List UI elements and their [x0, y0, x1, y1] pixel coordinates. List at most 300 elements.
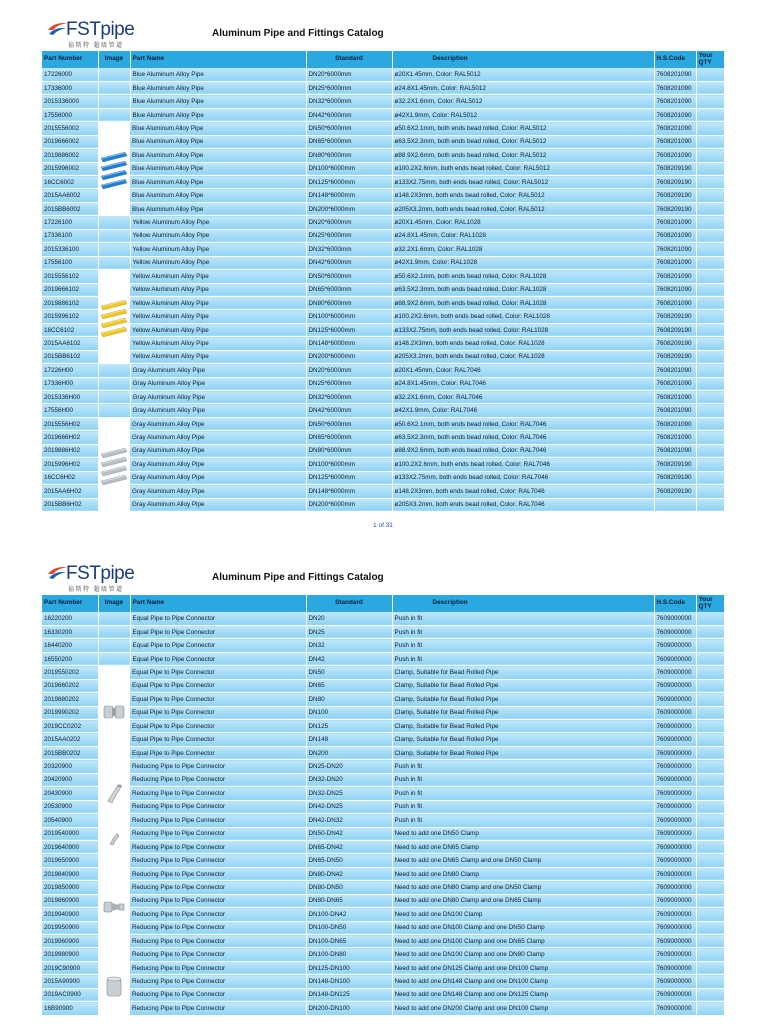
part-number-cell: 2015996002: [42, 162, 98, 175]
description-cell: Need to add one DN100 Clamp and one DN65 Clamp: [392, 935, 654, 948]
table-row: [42, 773, 724, 786]
hs-code-cell: 7609000000: [654, 773, 696, 786]
your-qty-cell[interactable]: [696, 679, 724, 692]
description-cell: ø24.8X1.45mm, Color: RAL1028: [392, 229, 654, 242]
your-qty-cell[interactable]: [696, 296, 724, 309]
hs-code-cell: 7609000000: [654, 961, 696, 974]
description-cell: ø133X2.75mm, both ends bead rolled, Color: RAL1028: [392, 323, 654, 336]
part-number-cell: 2019650900: [42, 854, 98, 867]
your-qty-cell[interactable]: [696, 431, 724, 444]
your-qty-cell[interactable]: [696, 975, 724, 988]
hs-code-cell: 7608201090: [654, 122, 696, 135]
document-title: Aluminum Pipe and Fittings Catalog: [212, 572, 384, 583]
part-number-cell: 2015BB0202: [42, 746, 98, 759]
image-cell: [98, 229, 130, 242]
your-qty-cell[interactable]: [696, 854, 724, 867]
your-qty-cell[interactable]: [696, 720, 724, 733]
brand-subtitle: 福斯特 超级管道: [68, 587, 124, 593]
standard-cell: DN148-DN125: [306, 988, 392, 1001]
hs-code-cell: 7608201090: [654, 391, 696, 404]
your-qty-cell[interactable]: [696, 391, 724, 404]
hs-code-cell: 7608201090: [654, 81, 696, 94]
your-qty-cell[interactable]: [696, 485, 724, 498]
hs-code-cell: 7608201090: [654, 256, 696, 269]
your-qty-cell[interactable]: [696, 364, 724, 377]
hs-code-cell: 7609000000: [654, 693, 696, 706]
hs-code-cell: 7608201090: [654, 149, 696, 162]
table-row: [42, 827, 724, 840]
brand-name-right: pipe: [100, 19, 135, 40]
standard-cell: DN42-DN32: [306, 814, 392, 827]
standard-cell: DN32*6000mm: [306, 95, 392, 108]
your-qty-cell[interactable]: [696, 68, 724, 81]
hs-code-cell: 7608209190: [654, 323, 696, 336]
table-row: [42, 652, 724, 665]
your-qty-cell[interactable]: [696, 935, 724, 948]
part-number-cell: 17226H00: [42, 364, 98, 377]
part-name-cell: Gray Aluminum Alloy Pipe: [130, 458, 306, 471]
part-number-cell: 16CC6002: [42, 176, 98, 189]
your-qty-cell[interactable]: [696, 921, 724, 934]
part-name-cell: Blue Aluminum Alloy Pipe: [130, 108, 306, 121]
table-row: [42, 961, 724, 974]
your-qty-cell[interactable]: [696, 639, 724, 652]
part-number-cell: 2019CC0202: [42, 720, 98, 733]
standard-cell: DN50: [306, 666, 392, 679]
brand-name-left: FST: [66, 563, 101, 584]
col-header-your-qty: Your QTY: [696, 595, 724, 612]
your-qty-cell[interactable]: [696, 162, 724, 175]
standard-cell: DN100*6000mm: [306, 458, 392, 471]
product-image-cell: [98, 961, 130, 1015]
table-row: [42, 81, 724, 94]
hs-code-cell: 7609000000: [654, 800, 696, 813]
your-qty-cell[interactable]: [696, 81, 724, 94]
hs-code-cell: 7608201090: [654, 270, 696, 283]
col-header-hs-code: H.S.Code: [654, 595, 696, 612]
hs-code-cell: 7609000000: [654, 639, 696, 652]
description-cell: Need to add one DN80 Clamp and one DN65 Clamp: [392, 894, 654, 907]
your-qty-cell[interactable]: [696, 827, 724, 840]
part-number-cell: 16220200: [42, 612, 98, 625]
your-qty-cell[interactable]: [696, 404, 724, 417]
your-qty-cell[interactable]: [696, 693, 724, 706]
part-number-cell: 2019990202: [42, 706, 98, 719]
product-image-cell: [98, 827, 130, 854]
standard-cell: DN80-DN42: [306, 867, 392, 880]
part-name-cell: Blue Aluminum Alloy Pipe: [130, 176, 306, 189]
your-qty-cell[interactable]: [696, 948, 724, 961]
part-name-cell: Equal Pipe to Pipe Connector: [130, 625, 306, 638]
description-cell: ø63.5X2.3mm, both ends bead rolled, Color: RAL1028: [392, 283, 654, 296]
part-name-cell: Blue Aluminum Alloy Pipe: [130, 135, 306, 148]
table-row: [42, 364, 724, 377]
description-cell: ø148.2X3mm, both ends bead rolled, Color: RAL7046: [392, 485, 654, 498]
hs-code-cell: 7609000000: [654, 827, 696, 840]
table-row: [42, 679, 724, 692]
table-row: [42, 666, 724, 679]
page-number: 1 of 31: [373, 522, 393, 529]
description-cell: Clamp, Suitable for Bead Rolled Pipe: [392, 746, 654, 759]
table-row: [42, 135, 724, 148]
part-number-cell: 2019940900: [42, 908, 98, 921]
part-number-cell: 16330200: [42, 625, 98, 638]
part-name-cell: Equal Pipe to Pipe Connector: [130, 746, 306, 759]
hs-code-cell: 7609000000: [654, 787, 696, 800]
standard-cell: DN100: [306, 706, 392, 719]
standard-cell: DN80-DN50: [306, 881, 392, 894]
part-number-cell: 2019886H02: [42, 444, 98, 457]
part-name-cell: Yellow Aluminum Alloy Pipe: [130, 323, 306, 336]
standard-cell: DN200*6000mm: [306, 498, 392, 511]
your-qty-cell[interactable]: [696, 733, 724, 746]
hs-code-cell: 7609000000: [654, 706, 696, 719]
your-qty-cell[interactable]: [696, 256, 724, 269]
part-name-cell: Equal Pipe to Pipe Connector: [130, 639, 306, 652]
col-header-image: Image: [98, 595, 130, 612]
part-number-cell: 2019540900: [42, 827, 98, 840]
part-name-cell: Equal Pipe to Pipe Connector: [130, 720, 306, 733]
part-name-cell: Reducing Pipe to Pipe Connector: [130, 894, 306, 907]
standard-cell: DN148*6000mm: [306, 485, 392, 498]
description-cell: ø42X1.9mm, Color: RAL5012: [392, 108, 654, 121]
part-name-cell: Yellow Aluminum Alloy Pipe: [130, 310, 306, 323]
description-cell: ø32.2X1.6mm, Color: RAL7046: [392, 391, 654, 404]
part-name-cell: Blue Aluminum Alloy Pipe: [130, 162, 306, 175]
part-number-cell: 2019840900: [42, 867, 98, 880]
part-number-cell: 2015336100: [42, 243, 98, 256]
your-qty-cell[interactable]: [696, 746, 724, 759]
hs-code-cell: 7609000000: [654, 948, 696, 961]
part-name-cell: Gray Aluminum Alloy Pipe: [130, 444, 306, 457]
description-cell: ø63.5X2.3mm, both ends bead rolled, Color: RAL7046: [392, 431, 654, 444]
hs-code-cell: 7608201090: [654, 444, 696, 457]
hs-code-cell: 7608201090: [654, 364, 696, 377]
your-qty-cell[interactable]: [696, 814, 724, 827]
table-row: [42, 256, 724, 269]
part-number-cell: 2019550202: [42, 666, 98, 679]
part-name-cell: Gray Aluminum Alloy Pipe: [130, 485, 306, 498]
your-qty-cell[interactable]: [696, 1002, 724, 1015]
description-cell: ø50.6X2.1mm, both ends bead rolled, Color: RAL7046: [392, 417, 654, 430]
part-number-cell: 20540900: [42, 814, 98, 827]
your-qty-cell[interactable]: [696, 216, 724, 229]
description-cell: ø32.2X1.6mm, Color: RAL1028: [392, 243, 654, 256]
table-row: [42, 417, 724, 430]
table-row: [42, 243, 724, 256]
your-qty-cell[interactable]: [696, 908, 724, 921]
description-cell: ø63.5X2.3mm, both ends bead rolled, Color: RAL5012: [392, 135, 654, 148]
standard-cell: DN200-DN100: [306, 1002, 392, 1015]
standard-cell: DN148: [306, 733, 392, 746]
description-cell: ø148.2X3mm, both ends bead rolled, Color: RAL1028: [392, 337, 654, 350]
image-cell: [98, 652, 130, 665]
standard-cell: DN125*6000mm: [306, 471, 392, 484]
standard-cell: DN32-DN20: [306, 773, 392, 786]
hs-code-cell: 7608201090: [654, 404, 696, 417]
your-qty-cell[interactable]: [696, 135, 724, 148]
part-name-cell: Equal Pipe to Pipe Connector: [130, 652, 306, 665]
hs-code-cell: 7608201090: [654, 95, 696, 108]
description-cell: Need to add one DN65 Clamp and one DN50 Clamp: [392, 854, 654, 867]
part-number-cell: 2015BB6H02: [42, 498, 98, 511]
table-row: [42, 854, 724, 867]
part-name-cell: Gray Aluminum Alloy Pipe: [130, 471, 306, 484]
description-cell: ø205X3.2mm, both ends bead rolled, Color: RAL1028: [392, 350, 654, 363]
your-qty-cell[interactable]: [696, 122, 724, 135]
part-number-cell: 2019960900: [42, 935, 98, 948]
standard-cell: DN125*6000mm: [306, 323, 392, 336]
your-qty-cell[interactable]: [696, 202, 724, 215]
description-cell: ø100.2X2.6mm, both ends bead rolled, Color: RAL5012: [392, 162, 654, 175]
catalog-page-1: [42, 16, 724, 529]
description-cell: Need to add one DN148 Clamp and one DN100 Clamp: [392, 975, 654, 988]
standard-cell: DN125: [306, 720, 392, 733]
table-row: [42, 444, 724, 457]
description-cell: ø32.2X1.6mm, Color: RAL5012: [392, 95, 654, 108]
your-qty-cell[interactable]: [696, 270, 724, 283]
part-number-cell: 20320900: [42, 760, 98, 773]
large-reducer-image: [102, 898, 126, 918]
your-qty-cell[interactable]: [696, 773, 724, 786]
your-qty-cell[interactable]: [696, 961, 724, 974]
standard-cell: DN200: [306, 746, 392, 759]
description-cell: ø100.2X2.6mm, both ends bead rolled, Color: RAL1028: [392, 310, 654, 323]
hs-code-cell: 7609000000: [654, 854, 696, 867]
description-cell: ø205X3.2mm, both ends bead rolled, Color: RAL5012: [392, 202, 654, 215]
part-name-cell: Reducing Pipe to Pipe Connector: [130, 881, 306, 894]
catalog-page-2: [42, 560, 724, 1012]
table-row: [42, 840, 724, 853]
part-name-cell: Equal Pipe to Pipe Connector: [130, 679, 306, 692]
part-name-cell: Reducing Pipe to Pipe Connector: [130, 760, 306, 773]
part-number-cell: 17336000: [42, 81, 98, 94]
part-number-cell: 2015996102: [42, 310, 98, 323]
hs-code-cell: 7609000000: [654, 612, 696, 625]
your-qty-cell[interactable]: [696, 867, 724, 880]
part-number-cell: 16CC6H02: [42, 471, 98, 484]
part-number-cell: 2019860900: [42, 894, 98, 907]
part-name-cell: Equal Pipe to Pipe Connector: [130, 666, 306, 679]
standard-cell: DN25-DN20: [306, 760, 392, 773]
table-row: [42, 948, 724, 961]
your-qty-cell[interactable]: [696, 108, 724, 121]
table-row: [42, 229, 724, 242]
hs-code-cell: 7609000000: [654, 921, 696, 934]
part-name-cell: Reducing Pipe to Pipe Connector: [130, 854, 306, 867]
your-qty-cell[interactable]: [696, 471, 724, 484]
your-qty-cell[interactable]: [696, 652, 724, 665]
col-header-part-name: Part Name: [130, 51, 306, 68]
standard-cell: DN125*6000mm: [306, 176, 392, 189]
standard-cell: DN200*6000mm: [306, 202, 392, 215]
table-row: [42, 733, 724, 746]
standard-cell: DN20*6000mm: [306, 68, 392, 81]
part-number-cell: 2015AA6H02: [42, 485, 98, 498]
part-name-cell: Reducing Pipe to Pipe Connector: [130, 814, 306, 827]
standard-cell: DN42*6000mm: [306, 404, 392, 417]
part-name-cell: Reducing Pipe to Pipe Connector: [130, 1002, 306, 1015]
col-header-hs-code: H.S.Code: [654, 51, 696, 68]
your-qty-cell[interactable]: [696, 666, 724, 679]
description-cell: ø88.9X2.6mm, both ends bead rolled, Color: RAL7046: [392, 444, 654, 457]
standard-cell: DN42*6000mm: [306, 108, 392, 121]
image-cell: [98, 256, 130, 269]
standard-cell: DN42*6000mm: [306, 256, 392, 269]
standard-cell: DN32-DN25: [306, 787, 392, 800]
hs-code-cell: 7608201090: [654, 135, 696, 148]
standard-cell: DN80-DN65: [306, 894, 392, 907]
part-number-cell: 17556H00: [42, 404, 98, 417]
table-row: [42, 881, 724, 894]
standard-cell: DN65*6000mm: [306, 283, 392, 296]
part-number-cell: 2019980900: [42, 948, 98, 961]
description-cell: Need to add one DN80 Clamp and one DN50 Clamp: [392, 881, 654, 894]
your-qty-cell[interactable]: [696, 760, 724, 773]
part-name-cell: Gray Aluminum Alloy Pipe: [130, 391, 306, 404]
your-qty-cell[interactable]: [696, 625, 724, 638]
part-name-cell: Yellow Aluminum Alloy Pipe: [130, 337, 306, 350]
your-qty-cell[interactable]: [696, 498, 724, 511]
hs-code-cell: 7608201090: [654, 283, 696, 296]
part-name-cell: Blue Aluminum Alloy Pipe: [130, 68, 306, 81]
fst-pipe-logo: [46, 564, 146, 594]
part-name-cell: Yellow Aluminum Alloy Pipe: [130, 283, 306, 296]
part-number-cell: 17336100: [42, 229, 98, 242]
description-cell: Push in fit: [392, 760, 654, 773]
gray-pipe-image: [99, 442, 129, 488]
part-name-cell: Gray Aluminum Alloy Pipe: [130, 498, 306, 511]
your-qty-cell[interactable]: [696, 612, 724, 625]
your-qty-cell[interactable]: [696, 229, 724, 242]
hs-code-cell: 7609000000: [654, 625, 696, 638]
table-row: [42, 68, 724, 81]
hs-code-cell: 7609000000: [654, 720, 696, 733]
part-name-cell: Blue Aluminum Alloy Pipe: [130, 95, 306, 108]
part-number-cell: 2019640900: [42, 840, 98, 853]
description-cell: Push in fit: [392, 787, 654, 800]
description-cell: Need to add one DN100 Clamp and one DN80 Clamp: [392, 948, 654, 961]
your-qty-cell[interactable]: [696, 800, 724, 813]
your-qty-cell[interactable]: [696, 787, 724, 800]
your-qty-cell[interactable]: [696, 458, 724, 471]
part-number-cell: 2015AA0202: [42, 733, 98, 746]
description-cell: Push in fit: [392, 612, 654, 625]
table-row: [42, 988, 724, 1001]
hs-code-cell: 7609000000: [654, 1002, 696, 1015]
part-name-cell: Reducing Pipe to Pipe Connector: [130, 800, 306, 813]
part-name-cell: Equal Pipe to Pipe Connector: [130, 612, 306, 625]
image-cell: [98, 364, 130, 377]
standard-cell: DN148*6000mm: [306, 189, 392, 202]
description-cell: Need to add one DN100 Clamp: [392, 908, 654, 921]
your-qty-cell[interactable]: [696, 377, 724, 390]
your-qty-cell[interactable]: [696, 243, 724, 256]
your-qty-cell[interactable]: [696, 176, 724, 189]
part-number-cell: 17336H00: [42, 377, 98, 390]
equal-connector-image: [102, 703, 126, 723]
your-qty-cell[interactable]: [696, 149, 724, 162]
table-body: [42, 612, 724, 1015]
part-number-cell: 17226000: [42, 68, 98, 81]
hs-code-cell: 7609000000: [654, 760, 696, 773]
your-qty-cell[interactable]: [696, 444, 724, 457]
hs-code-cell: 7608209190: [654, 189, 696, 202]
part-number-cell: 2015BB6002: [42, 202, 98, 215]
hs-code-cell: 7609000000: [654, 666, 696, 679]
your-qty-cell[interactable]: [696, 283, 724, 296]
hs-code-cell: 7608209190: [654, 310, 696, 323]
your-qty-cell[interactable]: [696, 881, 724, 894]
standard-cell: DN148-DN100: [306, 975, 392, 988]
hs-code-cell: 7609000000: [654, 840, 696, 853]
table-row: [42, 612, 724, 625]
description-cell: ø88.9X2.6mm, both ends bead rolled, Color: RAL5012: [392, 149, 654, 162]
description-cell: ø133X2.75mm, both ends bead rolled, Color: RAL5012: [392, 176, 654, 189]
your-qty-cell[interactable]: [696, 337, 724, 350]
fst-pipe-logo: [46, 20, 146, 50]
description-cell: Push in fit: [392, 773, 654, 786]
your-qty-cell[interactable]: [696, 417, 724, 430]
table-row: [42, 975, 724, 988]
your-qty-cell[interactable]: [696, 894, 724, 907]
standard-cell: DN42-DN25: [306, 800, 392, 813]
hs-code-cell: 7608201090: [654, 243, 696, 256]
hs-code-cell: 7609000000: [654, 867, 696, 880]
col-header-standard: Standard: [306, 51, 392, 68]
your-qty-cell[interactable]: [696, 988, 724, 1001]
table-row: [42, 625, 724, 638]
table-row: [42, 310, 724, 323]
description-cell: ø50.6X2.1mm, both ends bead rolled, Color: RAL5012: [392, 122, 654, 135]
description-cell: ø50.6X2.1mm, both ends bead rolled, Color: RAL1028: [392, 270, 654, 283]
table-row: [42, 323, 724, 336]
brand-name-left: FST: [66, 19, 101, 40]
your-qty-cell[interactable]: [696, 840, 724, 853]
table-row: [42, 894, 724, 907]
standard-cell: DN50*6000mm: [306, 270, 392, 283]
table-row: [42, 485, 724, 498]
part-number-cell: 16550200: [42, 652, 98, 665]
your-qty-cell[interactable]: [696, 350, 724, 363]
table-row: [42, 404, 724, 417]
description-cell: Push in fit: [392, 800, 654, 813]
part-name-cell: Equal Pipe to Pipe Connector: [130, 733, 306, 746]
part-number-cell: 16440200: [42, 639, 98, 652]
description-cell: Clamp, Suitable for Bead Rolled Pipe: [392, 706, 654, 719]
hs-code-cell: 7608201090: [654, 417, 696, 430]
part-number-cell: 2019660202: [42, 679, 98, 692]
table-row: [42, 95, 724, 108]
your-qty-cell[interactable]: [696, 323, 724, 336]
part-number-cell: 2015556002: [42, 122, 98, 135]
part-number-cell: 2015336000: [42, 95, 98, 108]
hs-code-cell: 7608201090: [654, 431, 696, 444]
your-qty-cell[interactable]: [696, 189, 724, 202]
description-cell: ø20X1.45mm, Color: RAL7046: [392, 364, 654, 377]
standard-cell: DN80*6000mm: [306, 444, 392, 457]
your-qty-cell[interactable]: [696, 310, 724, 323]
your-qty-cell[interactable]: [696, 706, 724, 719]
your-qty-cell[interactable]: [696, 95, 724, 108]
image-cell: [98, 377, 130, 390]
part-number-cell: 20530900: [42, 800, 98, 813]
table-row: [42, 458, 724, 471]
description-cell: Push in fit: [392, 814, 654, 827]
table-row: [42, 720, 724, 733]
part-name-cell: Yellow Aluminum Alloy Pipe: [130, 229, 306, 242]
description-cell: Push in fit: [392, 652, 654, 665]
